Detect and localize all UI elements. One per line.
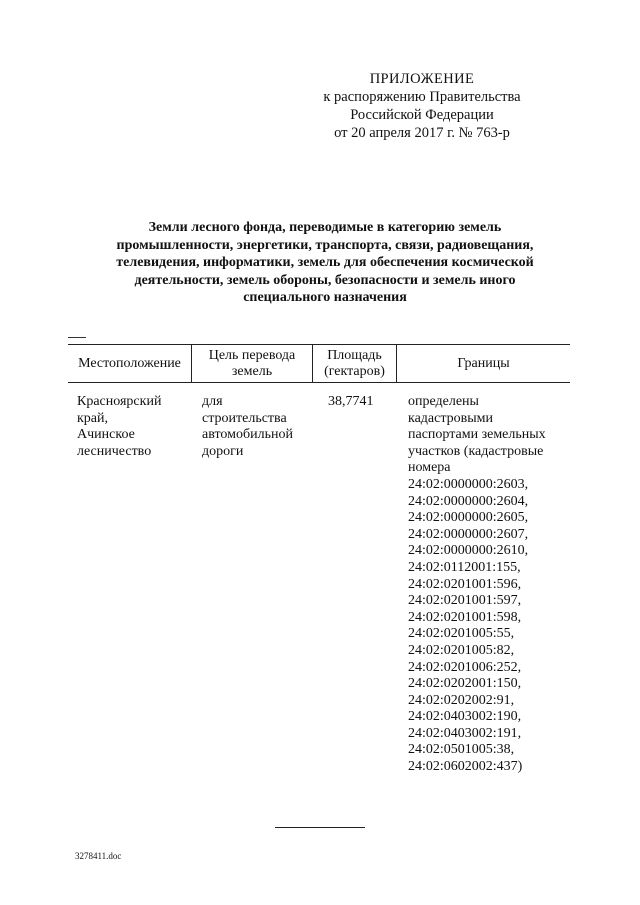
header-purpose-line: Цель перевода (208, 347, 296, 363)
header-purpose-line: земель (231, 363, 273, 379)
cadastral-number: 24:02:0201001:598, (408, 609, 522, 625)
cadastral-number: 24:02:0501005:38, (408, 742, 515, 758)
cell-line: для (202, 394, 223, 409)
title-line: деятельности, земель обороны, безопасности и земель иного (134, 272, 516, 288)
cadastral-number: 24:02:0000000:2610, (408, 543, 529, 559)
cadastral-number: 24:02:0000000:2607, (408, 526, 529, 542)
cell-line: номера (408, 460, 451, 476)
document-file-id: 3278411.doc (75, 851, 122, 861)
cadastral-number: 24:02:0000000:2603, (408, 476, 529, 492)
cadastral-number: 24:02:0000000:2605, (408, 510, 529, 526)
title-line: телевидения, информатики, земель для обеспечения космической (116, 255, 534, 270)
cadastral-number: 24:02:0201005:55, (408, 626, 515, 642)
cadastral-number: 24:02:0201006:252, (408, 659, 522, 675)
cadastral-number: 24:02:0202002:91, (408, 692, 515, 708)
header-purpose (192, 345, 312, 382)
appendix-heading: ПРИЛОЖЕНИЕ (369, 71, 475, 87)
cadastral-number: 24:02:0112001:155, (408, 559, 521, 575)
cell-line: строительства (202, 410, 287, 426)
cell-area-value: 38,7741 (328, 394, 374, 409)
cell-line: автомобильной (202, 427, 293, 443)
cadastral-number: 24:02:0403002:190, (408, 709, 522, 725)
header-location: Местоположение (78, 355, 181, 371)
cell-line: участков (кадастровые (408, 443, 544, 459)
cadastral-number: 24:02:0000000:2604, (408, 493, 529, 509)
title-line: специального назначения (243, 290, 407, 305)
title-line: промышленности, энергетики, транспорта, связи, радиовещания, (116, 237, 534, 253)
table-header-bottom-rule (68, 382, 570, 383)
header-area-line: Площадь (327, 347, 382, 363)
cell-area (328, 394, 374, 411)
cell-line: лесничество (77, 443, 152, 459)
header-area (313, 345, 396, 382)
header-area-line: (гектаров) (324, 363, 385, 379)
cell-line: Ачинское (77, 427, 135, 443)
cadastral-number: 24:02:0201005:82, (408, 642, 515, 658)
appendix-block (292, 70, 552, 142)
cell-line: паспортами земельных (408, 427, 546, 443)
cadastral-number: 24:02:0202001:150, (408, 676, 522, 692)
cell-location (77, 394, 161, 460)
title-line: Земли лесного фонда, переводимые в категорию земель (148, 220, 502, 235)
end-of-document-rule (275, 827, 365, 828)
appendix-date-number: от 20 апреля 2017 г. № 763-р (334, 125, 510, 141)
cell-line: край, (77, 410, 109, 426)
appendix-line-1: к распоряжению Правительства (323, 89, 521, 105)
appendix-line-2: Российской Федерации (350, 107, 494, 123)
cadastral-number: 24:02:0201001:597, (408, 593, 522, 609)
document-title (100, 219, 550, 307)
cadastral-number: 24:02:0403002:191, (408, 725, 522, 741)
header-borders: Границы (457, 355, 510, 371)
cell-purpose (202, 394, 293, 460)
cell-line: Красноярский (77, 394, 162, 409)
cadastral-number: 24:02:0602002:437) (408, 759, 523, 775)
cell-line: дороги (202, 443, 244, 459)
cell-line: кадастровыми (408, 410, 494, 426)
table-corner-mark (68, 337, 86, 338)
cadastral-number: 24:02:0201001:596, (408, 576, 522, 592)
cell-line: определены (408, 394, 479, 409)
cell-borders (408, 394, 546, 776)
